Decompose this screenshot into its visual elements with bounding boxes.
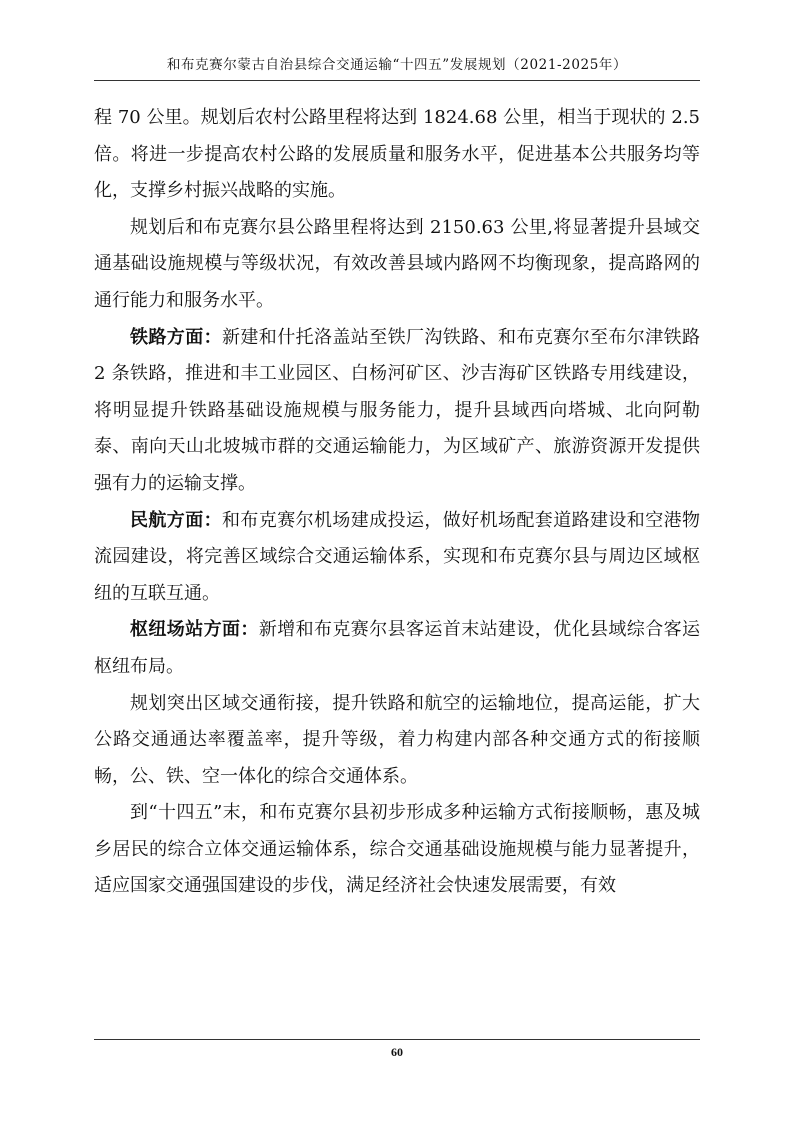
paragraph-hub-stations xyxy=(94,612,700,685)
paragraph-continuation xyxy=(94,100,700,210)
page-footer xyxy=(94,1039,700,1059)
paragraph-aviation xyxy=(94,503,700,613)
section-lead-aviation: 民航方面： xyxy=(130,509,222,531)
page-number: 60 xyxy=(391,1045,403,1059)
paragraph-text: 到“十四五”末，和布克赛尔县初步形成多种运输方式衔接顺畅，惠及城乡居民的综合立体交通运输体系，综合交通基础设施规模与能力显著提升，适应国家交通强国建设的步伐，满足经济社会快速发展需要，有效 xyxy=(94,802,700,897)
paragraph-highway-mileage xyxy=(94,210,700,320)
page-body xyxy=(94,100,700,905)
document-title: 和布克赛尔蒙古自治县综合交通运输“十四五”发展规划（2021-2025年） xyxy=(166,57,628,73)
paragraph-text: 规划突出区域交通衔接，提升铁路和航空的运输地位，提高运能，扩大公路交通通达率覆盖率，提升等级，着力构建内部各种交通方式的衔接顺畅，公、铁、空一体化的综合交通体系。 xyxy=(94,692,700,787)
section-lead-railway: 铁路方面： xyxy=(130,326,222,348)
paragraph-text: 和布克赛尔机场建成投运，做好机场配套道路建设和空港物流园建设，将完善区域综合交通运输体系，实现和布克赛尔县与周边区域枢纽的互联互通。 xyxy=(94,509,700,604)
paragraph-text: 程 70 公里。规划后农村公路里程将达到 1824.68 公里，相当于现状的 2.5 倍。将进一步提高农村公路的发展质量和服务水平，促进基本公共服务均等化，支撑乡村振兴战略的实施。 xyxy=(94,107,700,202)
header-divider xyxy=(94,80,700,81)
page-header xyxy=(94,48,700,82)
paragraph-railway xyxy=(94,320,700,503)
paragraph-text: 新增和布克赛尔县客运首末站建设，优化县域综合客运枢纽布局。 xyxy=(94,619,701,677)
paragraph-text: 规划后和布克赛尔县公路里程将达到 2150.63 公里,将显著提升县域交通基础设施规模与等级状况，有效改善县域内路网不均衡现象，提高路网的通行能力和服务水平。 xyxy=(94,216,700,311)
footer-divider xyxy=(94,1039,700,1040)
paragraph-regional-connection xyxy=(94,686,700,796)
section-lead-hub-stations: 枢纽场站方面： xyxy=(130,619,259,641)
paragraph-goals xyxy=(94,795,700,905)
paragraph-text: 新建和什托洛盖站至铁厂沟铁路、和布克赛尔至布尔津铁路 2 条铁路，推进和丰工业园区、白杨河矿区、沙吉海矿区铁路专用线建设，将明显提升铁路基础设施规模与服务能力，提升县域西向塔城、北向阿勒泰、南向天山北坡城市群的交通运输能力，为区域矿产、旅游资源开发提供强有力的运输支撑。 xyxy=(94,326,700,494)
